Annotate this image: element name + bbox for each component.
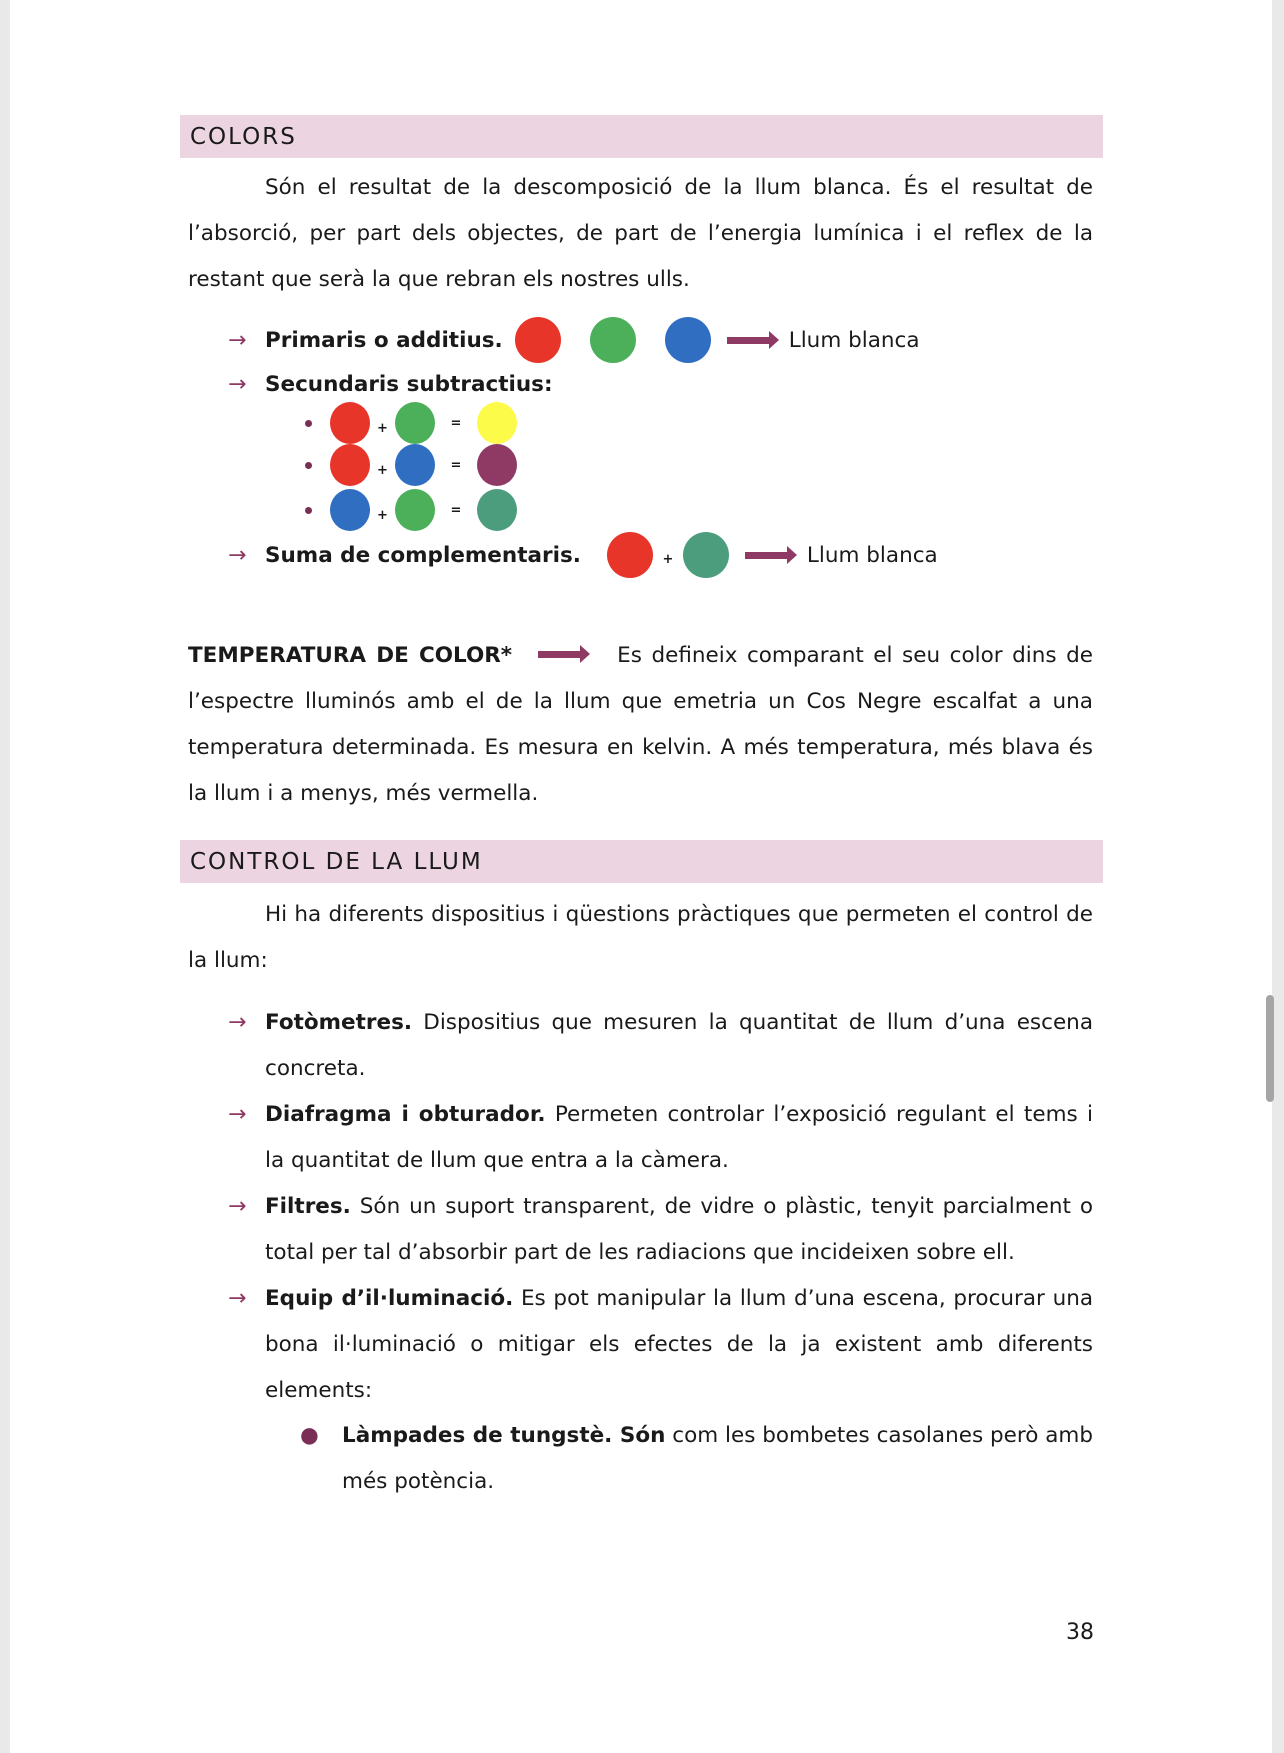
control-list: [228, 1000, 1093, 1414]
blue-circle: [395, 444, 435, 486]
item-text: com les bombetes casolanes però amb més potència.: [342, 1423, 1093, 1494]
blue-circle: [665, 317, 711, 363]
item-term: Diafragma i obturador.: [265, 1102, 546, 1127]
arrow-icon: →: [228, 371, 247, 397]
section-heading-colors: COLORS: [180, 115, 1103, 158]
green-circle: [395, 402, 435, 444]
secundaris-label: Secundaris subtractius:: [265, 371, 553, 397]
teal-circle: [477, 489, 517, 531]
red-circle: [330, 402, 370, 444]
control-intro: Hi ha diferents dispositius i qüestions pràctiques que permeten el control de la llum:: [188, 902, 1093, 973]
arrow-icon: →: [228, 327, 247, 353]
page-number: 38: [1066, 1620, 1094, 1645]
plus-sign: +: [377, 507, 388, 523]
item-text: Dispositius que mesuren la quantitat de llum d’una escena concreta.: [265, 1010, 1093, 1081]
suma-result: Llum blanca: [806, 542, 938, 568]
mix-row-red-blue: [305, 442, 517, 488]
suma-label: Suma de complementaris.: [265, 542, 581, 568]
red-circle: [330, 444, 370, 486]
plus-sign: +: [377, 462, 388, 478]
scrollbar-thumb[interactable]: [1266, 995, 1274, 1102]
temperatura-paragraph: [188, 633, 1093, 817]
green-circle: [395, 489, 435, 531]
list-item: [228, 1184, 1093, 1276]
list-item: [228, 1092, 1093, 1184]
item-term: Làmpades de tungstè. Són: [342, 1423, 666, 1448]
list-item: [228, 1276, 1093, 1414]
primaris-row: [228, 317, 920, 363]
colors-intro: Són el resultat de la descomposició de la llum blanca. És el resultat de l’absorció, per part dels objectes, de part de l’energia lumínica i el reflex de la restant que serà la que rebran els nostres ulls.: [188, 175, 1093, 292]
yellow-circle: [477, 402, 517, 444]
bullet-icon: [305, 420, 312, 427]
item-term: Fotòmetres.: [265, 1010, 413, 1035]
list-item: [228, 1000, 1093, 1092]
arrow-icon: →: [228, 1010, 247, 1035]
bullet-icon: [305, 462, 312, 469]
equals-sign: =: [450, 502, 462, 518]
item-text: Es pot manipular la llum d’una escena, procurar una bona il·luminació o mitigar els efectes de la ja existent amb diferents elements:: [265, 1286, 1093, 1403]
arrow-icon: →: [228, 1102, 247, 1127]
arrow-icon: →: [228, 1286, 247, 1311]
item-term: Equip d’il·luminació.: [265, 1286, 514, 1311]
temperatura-text: Es defineix comparant el seu color dins de l’espectre lluminós amb el de la llum que emetria un Cos Negre escalfat a una temperatura determinada. Es mesura en kelvin. A més temperatura, més blava és la llum i a menys, més vermella.: [188, 643, 1093, 806]
red-circle: [515, 317, 561, 363]
item-text: Són un suport transparent, de vidre o plàstic, tenyit parcialment o total per tal d’absorbir part de les radiacions que incideixen sobre ell.: [265, 1194, 1093, 1265]
section-heading-control: CONTROL DE LA LLUM: [180, 840, 1103, 883]
sub-list-item: [300, 1413, 1093, 1505]
mix-row-blue-green: [305, 487, 517, 533]
item-text: Permeten controlar l’exposició regulant el tems i la quantitat de llum que entra a la càmera.: [265, 1102, 1093, 1173]
equals-sign: =: [450, 457, 462, 473]
plus-sign: +: [377, 420, 388, 436]
green-circle: [590, 317, 636, 363]
suma-row: [228, 532, 938, 578]
arrow-icon: →: [228, 542, 247, 568]
red-circle: [607, 532, 653, 578]
right-arrow-icon: [538, 651, 582, 658]
equals-sign: =: [450, 415, 462, 431]
arrow-icon: →: [228, 1194, 247, 1219]
blue-circle: [330, 489, 370, 531]
teal-circle: [683, 532, 729, 578]
mix-row-red-green: [305, 400, 517, 446]
sub-list: [300, 1413, 1093, 1505]
plus-sign: +: [662, 551, 674, 567]
temperatura-label: TEMPERATURA DE COLOR*: [188, 643, 513, 668]
bullet-icon: [305, 507, 312, 514]
bullet-icon: ●: [300, 1423, 319, 1448]
right-arrow-icon: [745, 552, 789, 559]
primaris-result: Llum blanca: [788, 327, 920, 353]
right-arrow-icon: [727, 337, 771, 344]
magenta-circle: [477, 444, 517, 486]
primaris-label: Primaris o additius.: [265, 327, 503, 353]
item-term: Filtres.: [265, 1194, 351, 1219]
